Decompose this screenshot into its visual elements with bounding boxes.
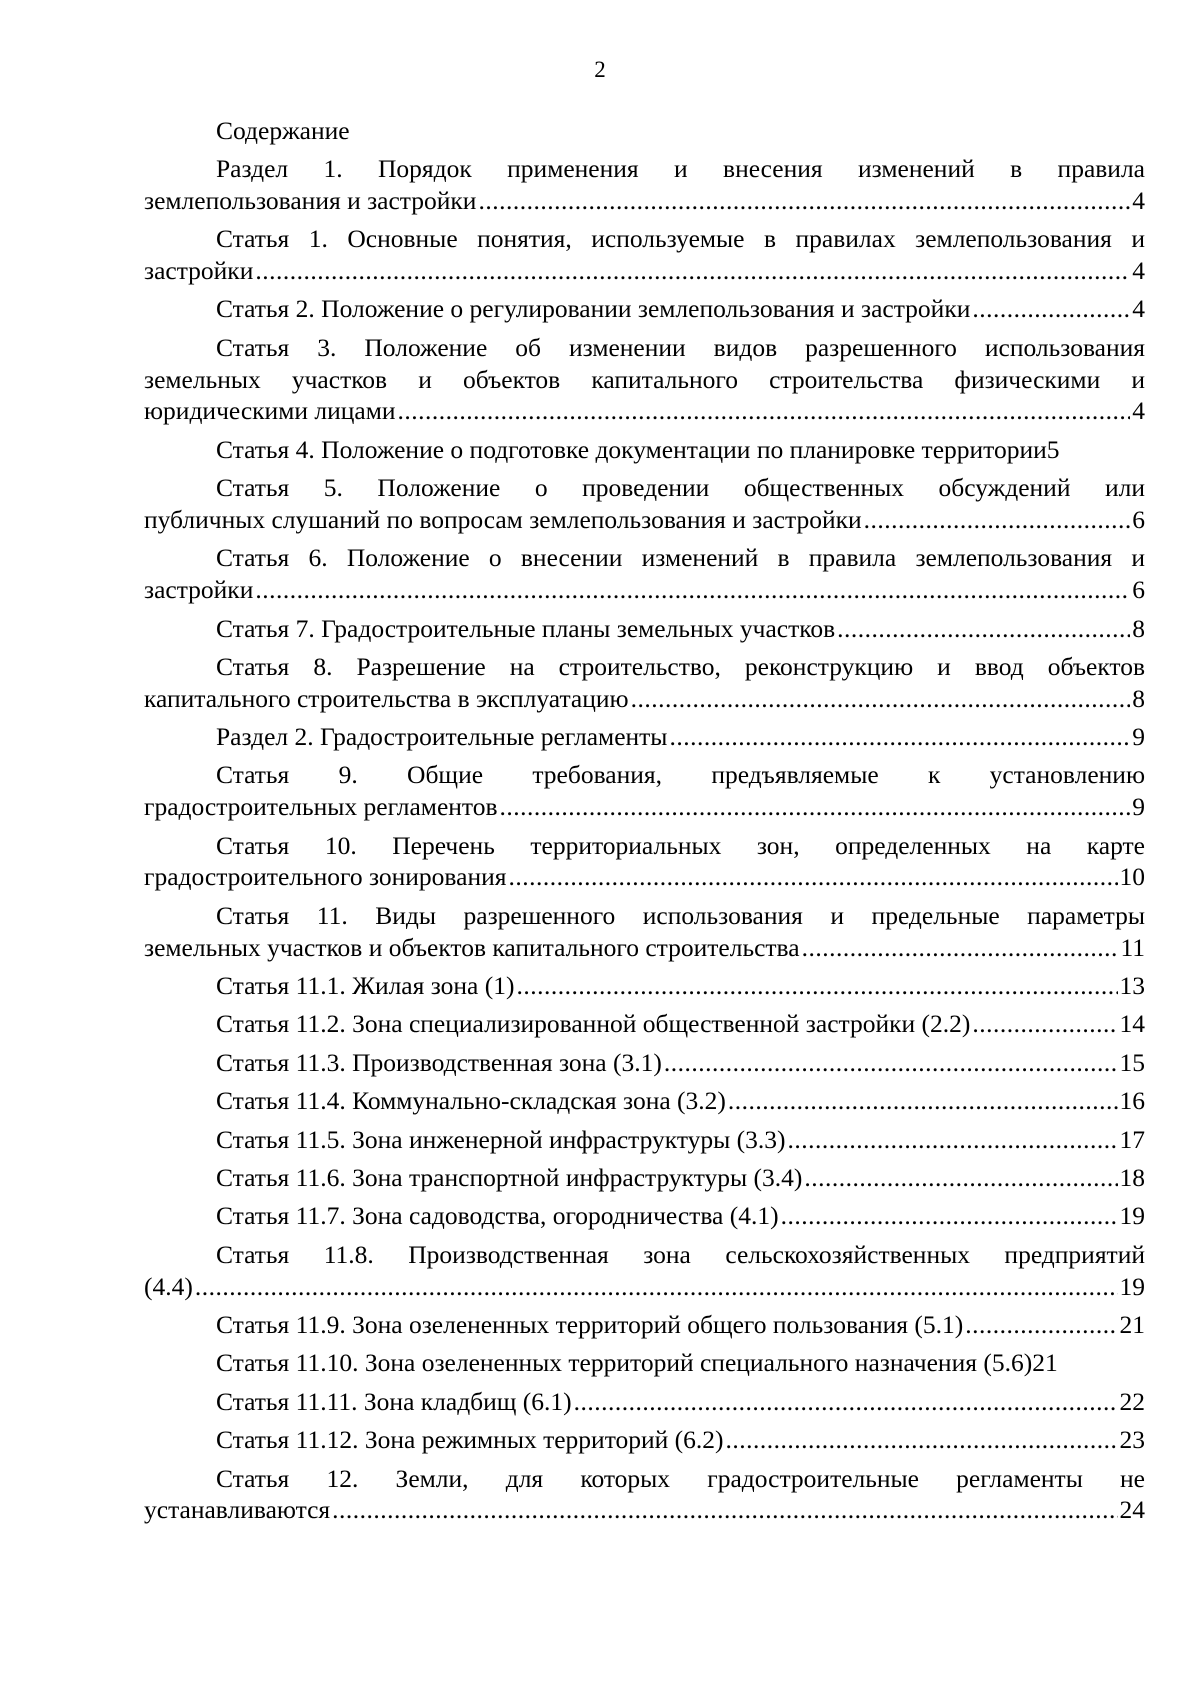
toc-entry-page-number: 4 <box>1132 294 1145 324</box>
dot-leader <box>195 1271 1118 1303</box>
toc-entry-title-line: устанавливаются <box>144 1495 331 1525</box>
toc-entry-title-line: Статья 12. Земли, для которых градостроительные регламенты не <box>216 1463 1145 1493</box>
toc-entry-title-line: Статья 11.4. Коммунально-складская зона (3.2) <box>216 1086 726 1116</box>
dot-leader <box>972 293 1130 325</box>
toc-entry-title-line: Статья 11.2. Зона специализированной общественной застройки (2.2) <box>216 1009 971 1039</box>
toc-entry-page-number: 16 <box>1119 1086 1145 1116</box>
toc-entry-title-line: юридическими лицами <box>144 396 396 426</box>
toc-entry[interactable] <box>144 900 1145 964</box>
toc-entry[interactable] <box>144 434 1145 466</box>
dot-leader <box>508 861 1117 893</box>
toc-entry[interactable] <box>144 1008 1145 1040</box>
toc-entry[interactable] <box>144 721 1145 753</box>
toc-entry-page-number: 24 <box>1119 1495 1145 1525</box>
toc-entry[interactable] <box>144 1309 1145 1341</box>
toc-entry[interactable] <box>144 1386 1145 1418</box>
toc-entry-title-line: капитального строительства в эксплуатацию <box>144 683 629 713</box>
toc-entry-page-number: 21 <box>1119 1309 1145 1339</box>
toc-entry-title-line: Статья 11.6. Зона транспортной инфраструктуры (3.4) <box>216 1163 803 1192</box>
toc-entry[interactable] <box>144 1085 1145 1117</box>
dot-leader <box>864 504 1131 536</box>
toc-entry[interactable] <box>144 759 1145 823</box>
toc-entry-title-line: земельных участков и объектов капитального строительства физическими и <box>144 364 1145 394</box>
dot-leader <box>788 1124 1118 1156</box>
toc-entry-page-number: 14 <box>1119 1009 1145 1039</box>
toc-entry[interactable] <box>144 1239 1145 1303</box>
toc-entry-page-number: 6 <box>1132 504 1145 534</box>
dot-leader <box>255 574 1130 606</box>
toc-entry-title-line: Статья 9. Общие требования, предъявляемые к установлению <box>216 760 1145 790</box>
table-of-contents <box>144 115 1145 1533</box>
toc-entry-title-line: землепользования и застройки <box>144 185 477 215</box>
toc-entry[interactable] <box>144 1162 1145 1194</box>
toc-entry-title-line: Статья 11.10. Зона озелененных территорий специального назначения (5.6) <box>216 1348 1033 1378</box>
toc-entry-page-number: 8 <box>1132 613 1145 643</box>
toc-entry-title-line: (4.4) <box>144 1271 193 1301</box>
toc-entry-title-line: градостроительных регламентов <box>144 792 498 822</box>
toc-entry-title-line: земельных участков и объектов капитального строительства <box>144 932 800 962</box>
toc-entry[interactable] <box>144 651 1145 715</box>
toc-entry-page-number: 18 <box>1119 1163 1145 1192</box>
toc-entry[interactable] <box>144 1463 1145 1527</box>
toc-entry-page-number: 9 <box>1132 792 1145 822</box>
toc-entry[interactable] <box>144 1124 1145 1156</box>
dot-leader <box>631 683 1131 715</box>
toc-entry-title-line: Раздел 2. Градостроительные регламенты <box>216 722 668 752</box>
toc-entry-title-line: Статья 11.5. Зона инженерной инфраструктуры (3.3) <box>216 1124 786 1154</box>
toc-entry-title-line: публичных слушаний по вопросам землепользования и застройки <box>144 504 862 534</box>
toc-entry-page-number: 21 <box>1032 1348 1058 1378</box>
toc-entry-page-number: 8 <box>1132 683 1145 713</box>
toc-entry-title-line: Статья 11.7. Зона садоводства, огородничества (4.1) <box>216 1201 779 1231</box>
dot-leader <box>255 255 1130 287</box>
toc-entry-title-line: Статья 2. Положение о регулировании землепользования и застройки <box>216 294 971 324</box>
dot-leader <box>397 395 1130 427</box>
dot-leader <box>837 613 1130 645</box>
toc-entry-title-line: Статья 3. Положение об изменении видов разрешенного использования <box>216 332 1145 362</box>
toc-entry[interactable] <box>144 1347 1145 1379</box>
toc-entry-title-line: градостроительного зонирования <box>144 862 507 892</box>
dot-leader <box>332 1494 1117 1526</box>
toc-entry-page-number: 4 <box>1132 255 1145 285</box>
toc-entry-title-line: Статья 6. Положение о внесении изменений в правила землепользования и <box>216 543 1145 573</box>
toc-entry-title-line: Статья 11.8. Производственная зона сельскохозяйственных предприятий <box>216 1239 1145 1269</box>
toc-entry-title-line: Статья 11.11. Зона кладбищ (6.1) <box>216 1386 572 1416</box>
toc-entry-title-line: Раздел 1. Порядок применения и внесения изменений в правила <box>216 154 1145 183</box>
toc-entry[interactable] <box>144 542 1145 606</box>
toc-entry-title-line: Статья 11.12. Зона режимных территорий (6.2) <box>216 1425 724 1455</box>
dot-leader <box>669 721 1130 753</box>
dot-leader <box>726 1424 1118 1456</box>
dot-leader <box>972 1008 1117 1040</box>
toc-entry-page-number: 4 <box>1132 396 1145 426</box>
toc-entry-page-number: 15 <box>1119 1047 1145 1077</box>
dot-leader <box>574 1386 1118 1418</box>
toc-entry-page-number: 4 <box>1132 185 1145 215</box>
dot-leader <box>728 1085 1118 1117</box>
toc-entry-page-number: 19 <box>1119 1201 1145 1231</box>
toc-entry[interactable] <box>144 223 1145 287</box>
toc-entry[interactable] <box>144 830 1145 894</box>
toc-entry-page-number: 13 <box>1119 971 1145 1001</box>
toc-entry-title-line: Статья 7. Градостроительные планы земельных участков <box>216 613 836 643</box>
toc-entry-page-number: 11 <box>1120 932 1145 962</box>
toc-entry-title-line: Статья 4. Положение о подготовке документации по планировке территории <box>216 434 1047 464</box>
toc-entry-title-line: Статья 11.9. Зона озелененных территорий общего пользования (5.1) <box>216 1309 964 1339</box>
dot-leader <box>664 1047 1118 1079</box>
toc-entry[interactable] <box>144 1200 1145 1232</box>
dot-leader <box>478 185 1130 217</box>
toc-entry[interactable] <box>144 153 1145 217</box>
toc-entry[interactable] <box>144 293 1145 325</box>
toc-entry-title-line: застройки <box>144 255 254 285</box>
dot-leader <box>965 1309 1117 1341</box>
toc-entry-title-line: Статья 11.1. Жилая зона (1) <box>216 971 515 1001</box>
toc-entry-page-number: 6 <box>1132 575 1145 605</box>
toc-entry-title-line: Статья 10. Перечень территориальных зон, определенных на карте <box>216 830 1145 860</box>
toc-entry[interactable] <box>144 1424 1145 1456</box>
toc-entry-page-number: 5 <box>1046 434 1060 464</box>
toc-entry-page-number: 9 <box>1132 722 1145 752</box>
toc-entry[interactable] <box>144 332 1145 427</box>
dot-leader <box>802 932 1119 964</box>
toc-entry-title-line: застройки <box>144 575 254 605</box>
page-number: 2 <box>594 57 606 82</box>
toc-entry-title-line: Статья 8. Разрешение на строительство, реконструкцию и ввод объектов <box>216 651 1145 681</box>
toc-entry-title-line: Статья 5. Положение о проведении общественных обсуждений или <box>216 473 1145 503</box>
dot-leader <box>500 791 1131 823</box>
toc-entry-page-number: 19 <box>1119 1271 1145 1301</box>
toc-entry[interactable] <box>144 472 1145 536</box>
dot-leader <box>804 1162 1117 1194</box>
toc-entry-title-line: Статья 11.3. Производственная зона (3.1) <box>216 1047 662 1077</box>
toc-entry-title-line: Статья 1. Основные понятия, используемые в правилах землепользования и <box>216 224 1145 254</box>
toc-entry[interactable] <box>144 613 1145 645</box>
dot-leader <box>516 970 1117 1002</box>
toc-entry-page-number: 22 <box>1119 1386 1145 1416</box>
toc-entry-page-number: 10 <box>1119 862 1145 892</box>
toc-entry-title-line: Статья 11. Виды разрешенного использования и предельные параметры <box>216 900 1145 930</box>
toc-entry-page-number: 17 <box>1119 1124 1145 1154</box>
toc-entry[interactable] <box>144 1047 1145 1079</box>
toc-entry-page-number: 23 <box>1119 1425 1145 1455</box>
toc-heading: Содержание <box>216 116 350 145</box>
dot-leader <box>781 1200 1118 1232</box>
toc-entry[interactable] <box>144 970 1145 1002</box>
